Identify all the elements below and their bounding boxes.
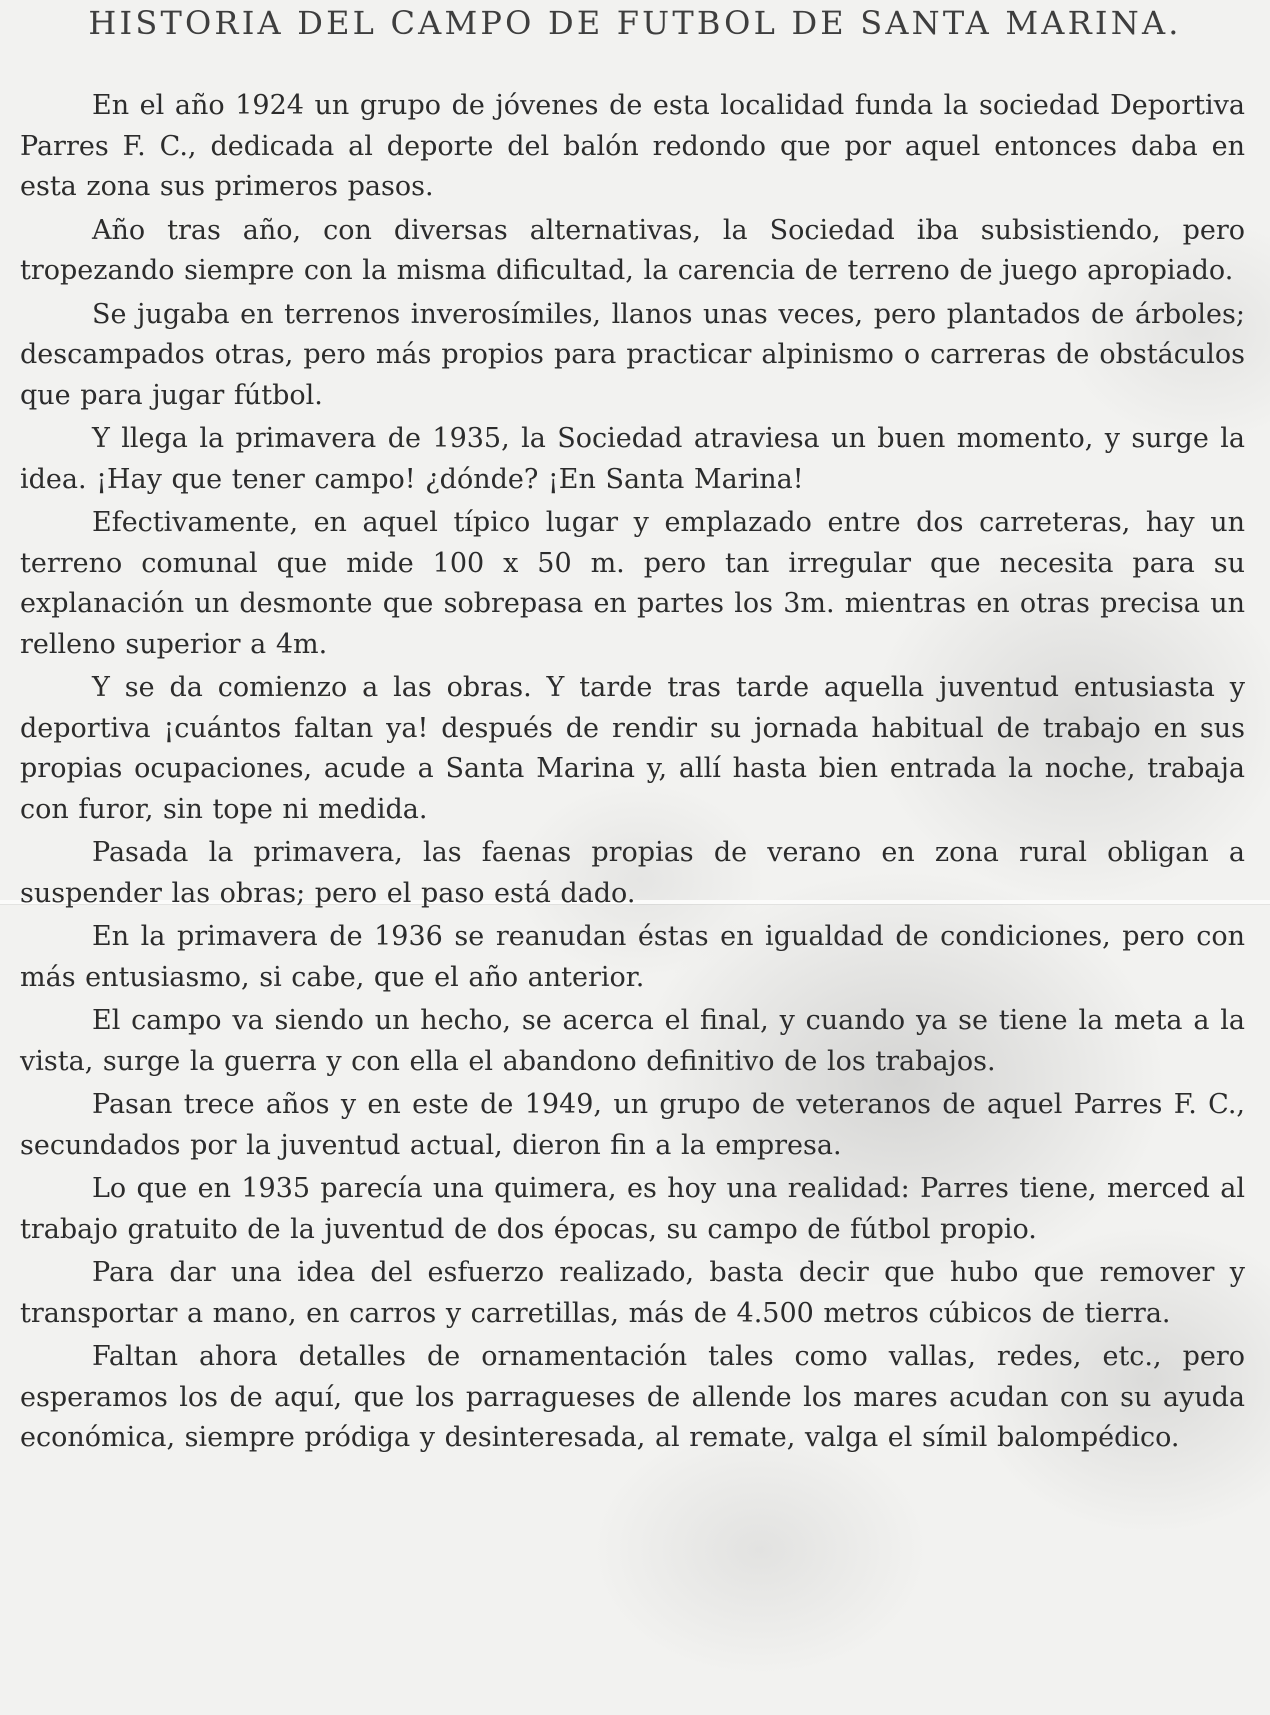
paragraph: Y llega la primavera de 1935, la Sociedad atraviesa un buen momento, y surge la idea. ¡Hay que tener campo! ¿dónde? ¡En Santa Marina!	[20, 423, 1245, 495]
paragraph: Efectivamente, en aquel típico lugar y emplazado entre dos carreteras, hay un terreno comunal que mide 100 x 50 m. pero tan irregular que necesita para su explanación un desmonte que sobrepasa en partes los 3m. mientras en otras precisa un relleno superior a 4m.	[20, 507, 1245, 660]
paragraph: Se jugaba en terrenos inverosímiles, llanos unas veces, pero plantados de árboles; descampados otras, pero más propios para practicar alpinismo o carreras de obstáculos que para jugar fútbol.	[20, 298, 1245, 411]
article-title: HISTORIA DEL CAMPO DE FUTBOL DE SANTA MARINA.	[88, 4, 1182, 42]
paragraph: En el año 1924 un grupo de jóvenes de esta localidad funda la sociedad Deportiva Parres F. C., dedicada al deporte del balón redondo que por aquel entonces daba en esta zona sus primeros pasos.	[20, 90, 1245, 202]
paragraph: Y se da comienzo a las obras. Y tarde tras tarde aquella juventud entusiasta y deportiva ¡cuántos faltan ya! después de rendir su jornada habitual de trabajo en sus propias ocupaciones, acude a Santa Marina y, allí hasta bien entrada la noche, trabaja con furor, sin tope ni medida.	[20, 672, 1245, 825]
paragraph: Pasan trece años y en este de 1949, un grupo de veteranos de aquel Parres F. C., secundados por la juventud actual, dieron fin a la empresa.	[20, 1089, 1245, 1161]
paragraph: Lo que en 1935 parecía una quimera, es hoy una realidad: Parres tiene, merced al trabajo gratuito de la juventud de dos épocas, su campo de fútbol propio.	[20, 1173, 1245, 1245]
paragraph: Año tras año, con diversas alternativas, la Sociedad iba subsistiendo, pero tropezando siempre con la misma dificultad, la carencia de terreno de juego apropiado.	[20, 214, 1245, 286]
paragraph: Pasada la primavera, las faenas propias de verano en zona rural obligan a suspender las obras; pero el paso está dado.	[20, 837, 1245, 909]
paragraph: En la primavera de 1936 se reanudan éstas en igualdad de condiciones, pero con más entusiasmo, si cabe, que el año anterior.	[20, 921, 1245, 993]
paragraph: El campo va siendo un hecho, se acerca el final, y cuando ya se tiene la meta a la vista, surge la guerra y con ella el abandono definitivo de los trabajos.	[20, 1005, 1245, 1077]
paragraph: Para dar una idea del esfuerzo realizado, basta decir que hubo que remover y transportar a mano, en carros y carretillas, más de 4.500 metros cúbicos de tierra.	[20, 1257, 1245, 1329]
paragraph: Faltan ahora detalles de ornamentación tales como vallas, redes, etc., pero esperamos los de aquí, que los parragueses de allende los mares acudan con su ayuda económica, siempre pródiga y desinteresada, al remate, valga el símil balompédico.	[20, 1341, 1245, 1453]
article-body	[20, 86, 1245, 1462]
